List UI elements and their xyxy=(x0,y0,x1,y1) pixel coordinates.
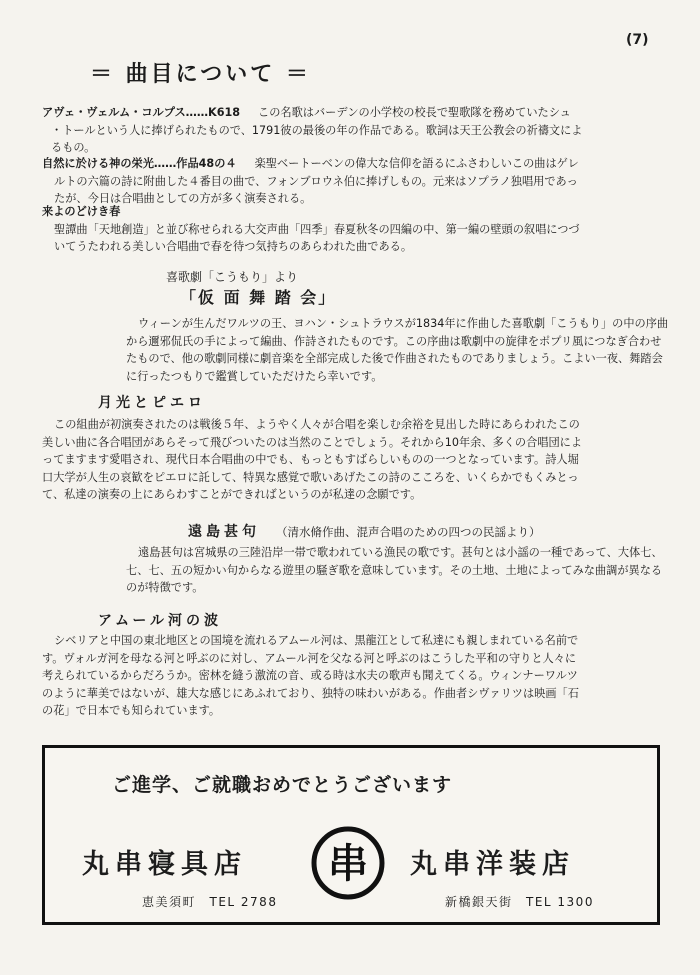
page-title: ＝ 曲目について ＝ xyxy=(90,62,311,87)
moonlight-text: この組曲が初演奏されたのは戦後５年、ようやく人々が合唱を楽しむ余裕を見出した時にあらわれたこの xyxy=(54,418,580,431)
amur-text: す。ヴォルガ河を母なる河と呼ぶのに対し、アムール河を父なる河と呼ぶのはこうした平和の守りと人々に xyxy=(42,651,577,665)
moonlight-text: て、私達の演奏の上にあらわすことができればというのが私達の念願です。 xyxy=(42,488,422,501)
piece-ave-verum xyxy=(42,104,582,157)
operetta-text: ウィーンが生んだワルツの王、ヨハン・シュトラウスが1834年に作曲した喜歌劇「こうもり」の中の序曲 xyxy=(138,317,669,330)
piece-text: 聖譚曲「天地創造」と並び称せられる大交声曲「四季」春夏秋冬の四編の中、第一編の壁頭の叙唱につづ xyxy=(54,222,580,236)
operetta-text: に行ったつもりで鑑賞していただけたら幸いです。 xyxy=(126,369,383,383)
piece-text: 楽聖ベートーベンの偉大な信仰を語るにふさわしいこの曲はゲレ xyxy=(254,157,579,170)
piece-text: ルトの六篇の詩に附曲した４番目の曲で、フォンブロウネ伯に捧げしもの。元来はソプラノ独唱用であっ xyxy=(54,174,578,188)
piece-text: この名歌はバーデンの小学校の校長で聖歌隊を務めていたシュ xyxy=(258,106,571,119)
moonlight-text: 口大学が人生の哀歓をピエロに託して、特異な感覚で歌いあげたこの詩のこころを、いくらかでもくみとっ xyxy=(42,470,579,484)
moonlight-body xyxy=(42,416,582,504)
piece-text: ・トールという人に捧げられたもので、1791彼の最後の年の作品である。歌詞は天王公教会の祈禱文によ xyxy=(51,123,583,137)
amur-text: のように華美ではないが、雄大な感じにあふれており、独特の味わいがある。作曲者シヴァリツは映画「石 xyxy=(42,686,579,700)
piece-text: るもの。 xyxy=(51,141,96,154)
toshima-text: のが特徴です。 xyxy=(126,581,204,594)
toshima-note: （清水脩作曲、混声合唱のための四つの民謡より） xyxy=(276,525,541,539)
piece-title: アヴェ・ヴェルム・コルプス……K618 xyxy=(42,106,241,119)
moonlight-text: 美しい曲に各合唱団があらそって飛びついたのは当然のことでしょう。それから10年余、多くの合唱団によ xyxy=(42,435,583,449)
piece-text: いてうたわれる美しい合唱曲で春を待つ気持ちのあらわれた曲である。 xyxy=(54,240,413,253)
ad-right-address: 新橋銀天街 TEL 1300 xyxy=(445,895,594,909)
operetta-body xyxy=(126,315,668,385)
toshima-text: 七、七、五の短かい句からなる遊里の騒ぎ歌を意味しています。その土地、土地によってみな曲調が異なる xyxy=(126,563,663,577)
moonlight-title: 月光とピエロ xyxy=(98,395,206,411)
operetta-title: 「仮 面 舞 踏 会」 xyxy=(180,288,337,307)
amur-text: 考えられているからだろうか。密林を縫う激流の音、或る時は水夫の歌声も聞えてくる。ウィンナーワルツ xyxy=(42,669,578,682)
toshima-text: 遠島甚句は宮城県の三陸沿岸一帯で歌われている漁民の歌です。甚句とは小謡の一種であって、大体七、 xyxy=(138,546,663,559)
amur-text: シベリアと中国の東北地区との国境を流れるアムール河は、黒龍江として私達にも親しまれている名前で xyxy=(54,634,579,647)
ad-greeting: ご進学、ご就職おめでとうございます xyxy=(112,774,453,796)
amur-body xyxy=(42,632,579,720)
piece-text: たが、今日は合唱曲としての方が多く演奏される。 xyxy=(54,192,312,205)
piece-spring xyxy=(42,203,580,256)
toshima-body xyxy=(126,544,663,597)
shop-logo-glyph: 串 xyxy=(328,841,368,887)
amur-title: アムール河の波 xyxy=(98,613,223,629)
piece-title: 来よのどけき春 xyxy=(42,205,121,218)
piece-glory-of-god xyxy=(42,155,579,208)
ad-left-address: 恵美須町 TEL 2788 xyxy=(142,895,278,909)
ad-left-shop: 丸串寝具店 xyxy=(82,849,247,880)
page-number: (7) xyxy=(626,32,649,48)
shop-logo-icon xyxy=(310,825,386,901)
piece-title: 自然に於ける神の栄光……作品48の４ xyxy=(42,157,237,170)
operetta-text: たもので、他の歌劇同様に劇音楽を全部完成した後で作曲されたものでありましょう。こよい一夜、舞踏会 xyxy=(126,352,663,365)
ad-right-shop: 丸串洋装店 xyxy=(410,849,575,880)
amur-text: の花」で日本でも知られています。 xyxy=(42,704,221,717)
operetta-subtitle: 喜歌劇「こうもり」より xyxy=(166,270,299,284)
toshima-heading xyxy=(188,521,541,541)
operetta-text: から邇邪侃氏の手によって編曲、作詩されたものです。この序曲は歌劇中の旋律をポプリ風につなぎ合わせ xyxy=(126,334,662,348)
toshima-title: 遠島甚句 xyxy=(188,524,260,540)
moonlight-text: ってますます愛唱され、現代日本合唱曲の中でも、もっともすばらしいものの一つとなっています。詩人堀 xyxy=(42,453,579,466)
